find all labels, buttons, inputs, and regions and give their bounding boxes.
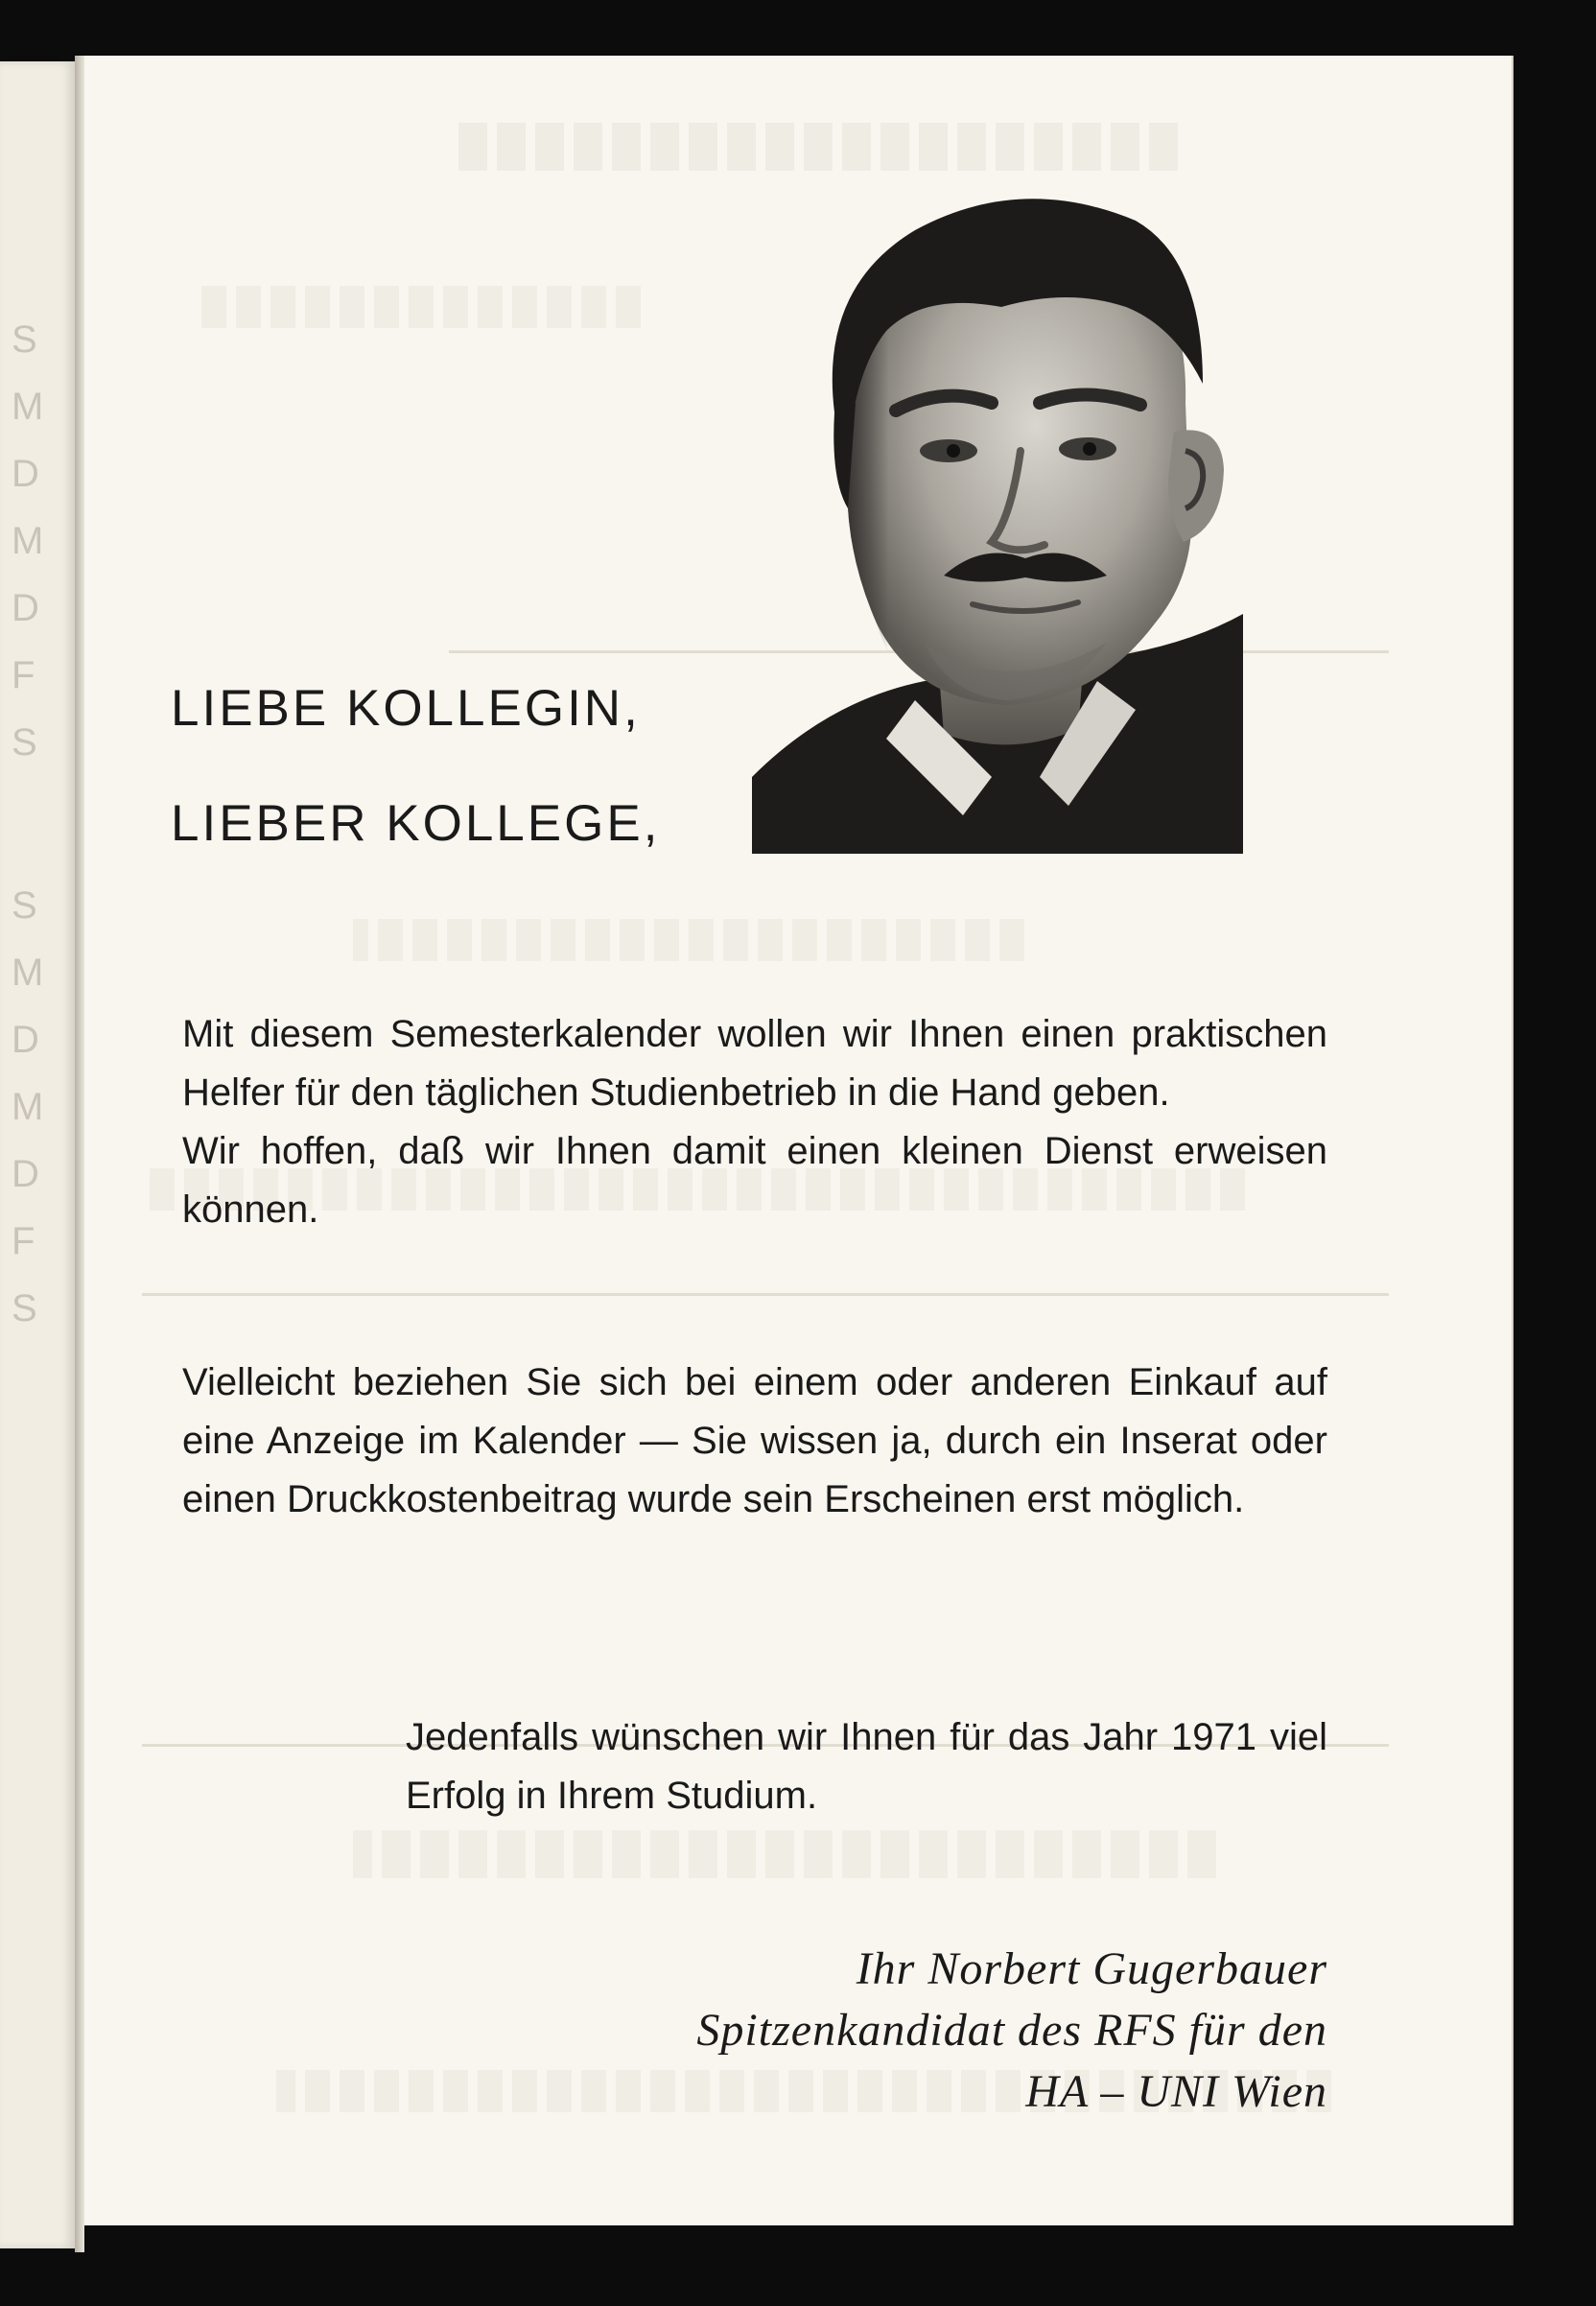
bleed-through-texture: [353, 1830, 1216, 1878]
advertisement-paragraph-block: [182, 1353, 1327, 1529]
signature-institution: HA – UNI Wien: [1025, 2066, 1327, 2117]
intro-paragraphs: [182, 1005, 1327, 1239]
bleed-through-mark: D: [12, 453, 39, 495]
signature-title: Spitzenkandidat des RFS für den: [696, 2005, 1327, 2056]
paragraph-advertisements: Vielleicht beziehen Sie sich bei einem oder anderen Einkauf auf eine Anzeige im Kalender — Sie wissen ja, durch ein Inserat oder einen Druckkostenbeitrag wurde sein Erscheinen erst möglich.: [182, 1361, 1327, 1520]
paragraph-hope: Wir hoffen, daß wir Ihnen damit einen kleinen Dienst erweisen können.: [182, 1130, 1327, 1231]
signature-block: [696, 1939, 1327, 2123]
bleed-through-mark: F: [12, 654, 35, 696]
bleed-through-mark: S: [12, 884, 37, 927]
portrait-photo: [752, 163, 1243, 854]
bleed-through-mark: S: [12, 318, 37, 361]
document-page: [84, 56, 1512, 2225]
bleed-through-mark: S: [12, 1287, 37, 1329]
bleed-through-mark: S: [12, 721, 37, 764]
salutation-line-1: LIEBE KOLLEGIN,: [171, 680, 641, 737]
book-spine: [75, 56, 84, 2252]
bleed-through-mark: M: [12, 520, 44, 562]
bleed-through-mark: M: [12, 952, 44, 994]
salutation-line-2: LIEBER KOLLEGE,: [171, 795, 661, 852]
bleed-through-mark: D: [12, 587, 39, 629]
signature-name: Ihr Norbert Gugerbauer: [856, 1943, 1327, 1994]
bleed-through-mark: M: [12, 1086, 44, 1128]
bleed-through-mark: M: [12, 386, 44, 428]
paragraph-calendar-purpose: Mit diesem Semesterkalender wollen wir Ihnen einen praktischen Helfer für den täglichen Studienbetrieb in die Hand geben.: [182, 1013, 1327, 1114]
wishes-paragraph-block: [406, 1708, 1327, 1825]
bleed-through-texture: [353, 919, 1024, 961]
bleed-through-rule: [142, 1293, 1389, 1296]
paragraph-wishes: Jedenfalls wünschen wir Ihnen für das Jahr 1971 viel Erfolg in Ihrem Studium.: [406, 1716, 1327, 1817]
previous-page-edge: [0, 61, 77, 2248]
bleed-through-mark: D: [12, 1153, 39, 1195]
bleed-through-mark: F: [12, 1220, 35, 1262]
bleed-through-mark: D: [12, 1019, 39, 1061]
bleed-through-texture: [200, 286, 641, 328]
